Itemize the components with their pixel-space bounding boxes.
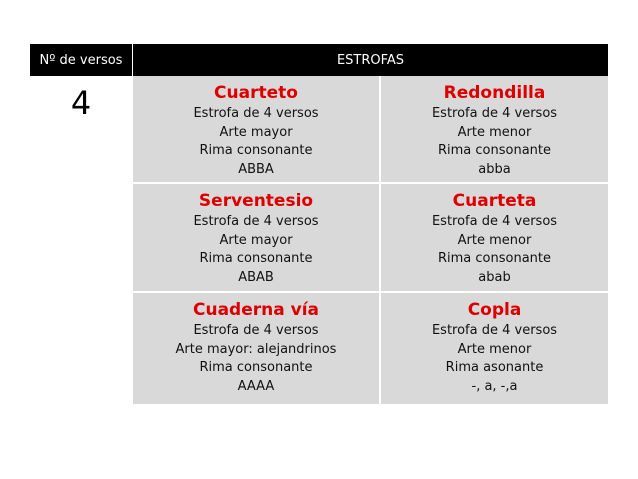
stanza-line: Rima consonante	[199, 251, 313, 266]
stanza-cell-redondilla	[381, 76, 608, 182]
stanza-line: abba	[478, 161, 511, 177]
stanza-name: Redondilla	[443, 83, 546, 103]
verse-count-value: 4	[70, 84, 92, 122]
stanza-line: Arte menor	[457, 341, 532, 357]
stanza-cell-cuaderna-via	[133, 293, 379, 404]
stanza-line: abab	[478, 269, 511, 285]
stanza-cell-cuarteta	[381, 184, 608, 291]
stanza-name: Cuarteta	[452, 191, 537, 211]
stanza-cell-copla	[381, 293, 608, 404]
stanza-name: Copla	[467, 300, 522, 320]
stanza-line: Rima consonante	[199, 143, 313, 158]
stanza-line: ABAB	[238, 269, 274, 285]
stanza-line: Rima consonante	[437, 143, 551, 158]
stanza-grid	[133, 76, 608, 404]
verse-count-column	[30, 76, 132, 404]
stanza-name: Cuaderna vía	[192, 300, 319, 320]
header-verse-count: Nº de versos	[30, 44, 132, 76]
stanza-line: Rima consonante	[199, 360, 313, 375]
stanza-cell-cuarteto	[133, 76, 379, 182]
stanza-line: Rima consonante	[437, 251, 551, 266]
header-stanzas: ESTROFAS	[133, 44, 608, 76]
stanza-line: Estrofa de 4 versos	[193, 214, 319, 229]
stanza-line: Estrofa de 4 versos	[431, 323, 558, 338]
stanza-line: Arte mayor	[219, 124, 293, 140]
stanza-name: Cuarteto	[214, 83, 298, 103]
stanza-line: Estrofa de 4 versos	[193, 323, 319, 338]
stanza-line: Estrofa de 4 versos	[431, 214, 558, 229]
stanza-line: Estrofa de 4 versos	[431, 106, 558, 121]
table-header-row	[30, 44, 608, 76]
stanza-line: -, a, -,a	[471, 378, 518, 394]
stanza-line: Arte menor	[457, 124, 532, 140]
stanza-cell-serventesio	[133, 184, 379, 291]
stanza-line: Estrofa de 4 versos	[193, 106, 319, 121]
stanza-name: Serventesio	[198, 191, 314, 211]
stanza-line: ABBA	[238, 161, 274, 177]
stanza-line: Arte menor	[457, 232, 532, 248]
stanza-line: Rima asonante	[445, 360, 544, 375]
stanza-line: Arte mayor: alejandrinos	[175, 341, 337, 357]
stanza-line: AAAA	[237, 378, 275, 394]
stanza-line: Arte mayor	[219, 232, 293, 248]
